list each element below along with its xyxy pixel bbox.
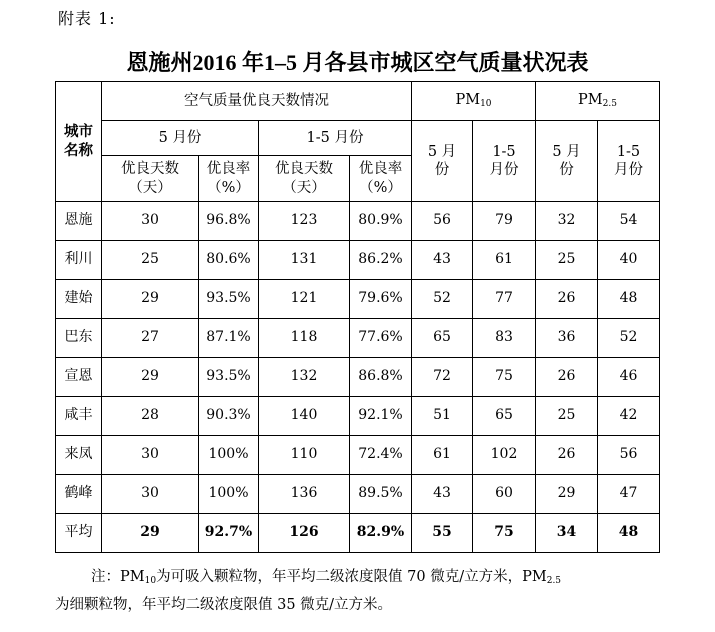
header-aq-group: 空气质量优良天数情况 bbox=[102, 82, 412, 121]
pm25-may-cell: 26 bbox=[536, 436, 598, 475]
jm-rate-cell: 89.5% bbox=[350, 475, 412, 514]
jm-rate-cell: 72.4% bbox=[350, 436, 412, 475]
may-rate-cell: 100% bbox=[199, 475, 259, 514]
may-rate-cell: 93.5% bbox=[199, 280, 259, 319]
pm10-jm-cell: 61 bbox=[473, 241, 536, 280]
header-city: 城市名称 bbox=[56, 82, 102, 202]
jm-days-cell: 121 bbox=[259, 280, 350, 319]
jm-days-cell: 132 bbox=[259, 358, 350, 397]
note-mid: 为可吸入颗粒物，年平均二级浓度限值 70 微克/立方米，PM bbox=[156, 569, 547, 585]
header-jan-may: 1-5 月份 bbox=[259, 121, 412, 156]
pm25-jm-cell: 42 bbox=[598, 397, 660, 436]
pm10-jm-cell: 79 bbox=[473, 202, 536, 241]
may-days-cell: 30 bbox=[102, 436, 199, 475]
header-pm25: $PM_{2.5}$ bbox=[536, 82, 660, 121]
pm10-jm-cell: 75 bbox=[473, 358, 536, 397]
pm10-jm-cell: 65 bbox=[473, 397, 536, 436]
pm10-may-cell: 51 bbox=[412, 397, 473, 436]
may-rate-cell: 80.6% bbox=[199, 241, 259, 280]
header-jm-days: 优良天数（天） bbox=[259, 156, 350, 202]
city-cell: 建始 bbox=[56, 280, 102, 319]
jm-rate-cell: 86.2% bbox=[350, 241, 412, 280]
table-row bbox=[56, 358, 660, 397]
avg-pm25-may-cell: 34 bbox=[536, 514, 598, 553]
city-cell: 来凤 bbox=[56, 436, 102, 475]
city-cell: 宣恩 bbox=[56, 358, 102, 397]
table-row bbox=[56, 475, 660, 514]
footnote bbox=[55, 565, 665, 617]
table-row bbox=[56, 397, 660, 436]
note-prefix: 注：PM bbox=[91, 569, 145, 585]
header-pm10-jan-may: 1-5 月份 bbox=[473, 121, 536, 202]
pm10-jm-cell: 83 bbox=[473, 319, 536, 358]
pm10-jm-cell: 77 bbox=[473, 280, 536, 319]
header-pm25-jan-may: 1-5 月份 bbox=[598, 121, 660, 202]
pm25-jm-cell: 47 bbox=[598, 475, 660, 514]
pm25-may-cell: 26 bbox=[536, 280, 598, 319]
pm25-jm-cell: 54 bbox=[598, 202, 660, 241]
table-row bbox=[56, 436, 660, 475]
may-days-cell: 28 bbox=[102, 397, 199, 436]
pm25-may-cell: 25 bbox=[536, 241, 598, 280]
pm10-may-cell: 56 bbox=[412, 202, 473, 241]
table-row bbox=[56, 319, 660, 358]
pm10-jm-cell: 60 bbox=[473, 475, 536, 514]
pm10-may-cell: 72 bbox=[412, 358, 473, 397]
may-days-cell: 29 bbox=[102, 358, 199, 397]
table-row bbox=[56, 202, 660, 241]
pm10-jm-cell: 102 bbox=[473, 436, 536, 475]
header-pm10-may: 5 月份 bbox=[412, 121, 473, 202]
pm25-may-cell: 25 bbox=[536, 397, 598, 436]
avg-jm-days-cell: 126 bbox=[259, 514, 350, 553]
header-may-days: 优良天数（天） bbox=[102, 156, 199, 202]
average-row bbox=[56, 514, 660, 553]
avg-pm10-jm-cell: 75 bbox=[473, 514, 536, 553]
pm10-may-cell: 61 bbox=[412, 436, 473, 475]
note-line2: 为细颗粒物，年平均二级浓度限值 35 微克/立方米。 bbox=[55, 597, 393, 613]
jm-days-cell: 118 bbox=[259, 319, 350, 358]
jm-days-cell: 140 bbox=[259, 397, 350, 436]
header-pm10: $PM_{10}$ bbox=[412, 82, 536, 121]
pm25-jm-cell: 46 bbox=[598, 358, 660, 397]
avg-may-days-cell: 29 bbox=[102, 514, 199, 553]
pm25-may-cell: 32 bbox=[536, 202, 598, 241]
note-sub-pm10: 10 bbox=[144, 576, 157, 586]
may-rate-cell: 96.8% bbox=[199, 202, 259, 241]
air-quality-table bbox=[55, 81, 660, 553]
header-jm-rate: 优良率（%） bbox=[350, 156, 412, 202]
table-title: 恩施州2016 年1–5 月各县市城区空气质量状况表 bbox=[126, 50, 589, 75]
jm-days-cell: 131 bbox=[259, 241, 350, 280]
jm-days-cell: 110 bbox=[259, 436, 350, 475]
city-cell: 鹤峰 bbox=[56, 475, 102, 514]
pm25-may-cell: 26 bbox=[536, 358, 598, 397]
pm25-may-cell: 36 bbox=[536, 319, 598, 358]
appendix-label: 附表 1: bbox=[58, 9, 116, 28]
pm25-jm-cell: 52 bbox=[598, 319, 660, 358]
may-days-cell: 29 bbox=[102, 280, 199, 319]
jm-rate-cell: 92.1% bbox=[350, 397, 412, 436]
pm10-may-cell: 43 bbox=[412, 241, 473, 280]
jm-rate-cell: 86.8% bbox=[350, 358, 412, 397]
pm25-jm-cell: 40 bbox=[598, 241, 660, 280]
may-days-cell: 30 bbox=[102, 475, 199, 514]
average-label: 平均 bbox=[56, 514, 102, 553]
pm10-may-cell: 52 bbox=[412, 280, 473, 319]
jm-rate-cell: 77.6% bbox=[350, 319, 412, 358]
header-pm25-may: 5 月份 bbox=[536, 121, 598, 202]
may-rate-cell: 100% bbox=[199, 436, 259, 475]
jm-rate-cell: 79.6% bbox=[350, 280, 412, 319]
header-may-rate: 优良率（%） bbox=[199, 156, 259, 202]
avg-jm-rate-cell: 82.9% bbox=[350, 514, 412, 553]
pm25-jm-cell: 56 bbox=[598, 436, 660, 475]
header-may: 5 月份 bbox=[102, 121, 259, 156]
pm10-may-cell: 43 bbox=[412, 475, 473, 514]
may-rate-cell: 87.1% bbox=[199, 319, 259, 358]
pm25-may-cell: 29 bbox=[536, 475, 598, 514]
jm-rate-cell: 80.9% bbox=[350, 202, 412, 241]
jm-days-cell: 123 bbox=[259, 202, 350, 241]
table-row bbox=[56, 280, 660, 319]
note-sub-pm25: 2.5 bbox=[546, 576, 562, 586]
may-rate-cell: 90.3% bbox=[199, 397, 259, 436]
pm25-jm-cell: 48 bbox=[598, 280, 660, 319]
avg-pm25-jm-cell: 48 bbox=[598, 514, 660, 553]
may-days-cell: 25 bbox=[102, 241, 199, 280]
may-days-cell: 30 bbox=[102, 202, 199, 241]
city-cell: 巴东 bbox=[56, 319, 102, 358]
avg-may-rate-cell: 92.7% bbox=[199, 514, 259, 553]
city-cell: 恩施 bbox=[56, 202, 102, 241]
city-cell: 咸丰 bbox=[56, 397, 102, 436]
may-days-cell: 27 bbox=[102, 319, 199, 358]
table-row bbox=[56, 241, 660, 280]
city-cell: 利川 bbox=[56, 241, 102, 280]
pm10-may-cell: 65 bbox=[412, 319, 473, 358]
avg-pm10-may-cell: 55 bbox=[412, 514, 473, 553]
may-rate-cell: 93.5% bbox=[199, 358, 259, 397]
jm-days-cell: 136 bbox=[259, 475, 350, 514]
